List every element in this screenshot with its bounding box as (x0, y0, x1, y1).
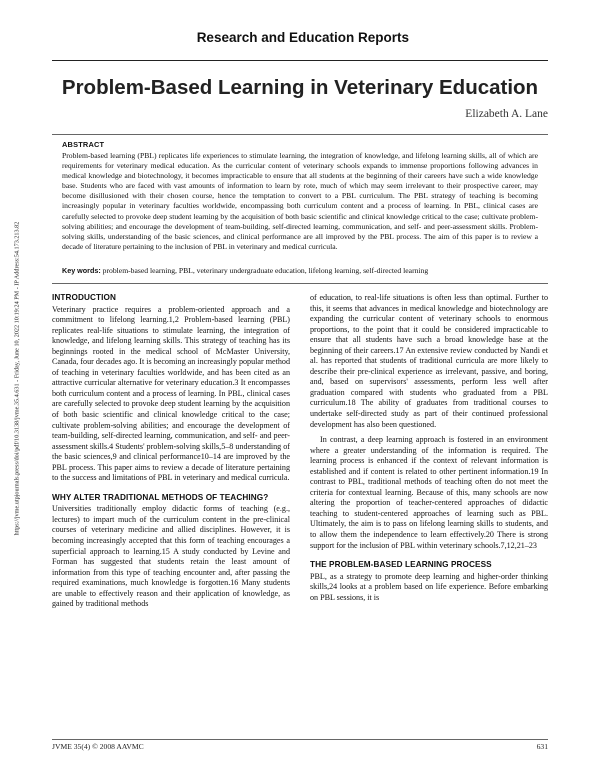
section-label: Research and Education Reports (196, 30, 409, 45)
introduction-paragraph: Veterinary practice requires a problem-oriented approach and a commitment to lifelong learning.1,2 Problem-based learning (PBL) replicates real-life situations to stimulate learning, the integration of knowledge, and lifelong learning skills. This strategy of teaching has its beginnings rooted in the medical school of McMaster University, Canada, four decades ago. It is becoming an increasingly popular method of teaching in veterinary faculties worldwide, and has been cited as an attractive curricular alternative for veterinary education.3 It encompasses both curriculum content and a process of learning. In PBL, clinical cases are carefully selected to provoke deep student learning by the acquisition of both basic scientific and clinical knowledge critical to the case; cultivate problem-solving abilities; and encourage the development of team-building, self-directed learning, communication, and self- and peer-assessment skills.4 Students' problem-solving skills,5–8 understanding of the basic sciences,9 and clinical performance10–14 are improved by the PBL process. This paper aims to review a decade of literature pertaining to the success and limitations of PBL in veterinary and medical curricula. (52, 304, 290, 483)
abstract-top-rule (52, 134, 548, 135)
abstract-bottom-rule (52, 283, 548, 284)
keywords (62, 266, 538, 276)
download-watermark-text: https://jvme.utpjournals.press/doi/pdf/10.3138/jvme.35.4.631 - Friday, June 10, 2022 10:19:24 PM - IP Address:54.173.213.82 (13, 221, 21, 536)
pbl-process-heading: THE PROBLEM-BASED LEARNING PROCESS (310, 560, 492, 570)
abstract-heading: ABSTRACT (62, 140, 105, 149)
pbl-process-paragraph: PBL, as a strategy to promote deep learning and higher-order thinking skills,24 looks at a problem based on life experience. Before embarking on PBL sessions, it is (310, 571, 548, 602)
footer-journal-citation: JVME 35(4) © 2008 AAVMC (52, 742, 144, 751)
why-alter-heading: WHY ALTER TRADITIONAL METHODS OF TEACHING? (52, 492, 269, 502)
keywords-text: problem-based learning, PBL, veterinary undergraduate education, lifelong learning, self-directed learning (102, 266, 429, 275)
why-alter-paragraph: Universities traditionally employ didactic forms of teaching (e.g., lectures) to impart much of the curriculum content in the pre-clinical courses of veterinary medicine and allied disciplines. However, it is becoming increasingly accepted that this form of teaching encourages a superficial approach to learning.15 A study conducted by Levine and Forman has suggested that students retain the least amount of information from this type of teaching encounter and, after passing the required examinations, much knowledge is forgotten.16 Many students are unable to effectively reason and their application of knowledge, as gained by traditional methods (52, 504, 290, 609)
footer-rule (52, 739, 548, 740)
right-paragraph-1: of education, to real-life situations is often less than optimal. Further to this, it seems that advances in medical knowledge and biotechnology are expanding the curricular content of veterinary schools to enormous proportions, to the point that it could be considered impracticable to ensure that all students have such a broad knowledge base at the beginning of their careers.17 An extensive review conducted by Nandi et al. has reported that students of traditional curricula are more likely to describe their pre-clinical experience as irrelevant, passive, and boring, and, based on supervisors' assessments, perform less well after graduation compared with students who graduated from a PBL curriculum.18 The ability of graduates from traditional courses to undertake self-directed study as part of their continued professional development has also been questioned. (310, 293, 548, 429)
right-column (310, 293, 548, 603)
download-watermark (12, 170, 22, 590)
keywords-label: Key words: (62, 266, 101, 275)
header-rule (52, 60, 548, 61)
introduction-heading: INTRODUCTION (52, 293, 116, 302)
author-name: Elizabeth A. Lane (465, 108, 548, 120)
abstract-text: Problem-based learning (PBL) replicates life experiences to stimulate learning, the integration of knowledge, and lifelong learning skills, all of which are requirements for veterinary medical education. As the curricular content of veterinary schools expands to immense proportions following advances in medical knowledge and biotechnology, it becomes impracticable to ensure that all students at the beginning of their careers have such a wide knowledge base. Students who are faced with vast amounts of information to learn by rote, much of which may seem irrelevant to their prospective career, may become disillusioned with their chosen course, hence the temptation to convert to a PBL curriculum. The PBL strategy of teaching is becoming increasingly popular in veterinary faculties worldwide, encompassing both curriculum content and a process of learning. In PBL, clinical cases are carefully selected to provoke deep student learning by the acquisition of both basic scientific and clinical knowledge critical to the case; cultivate problem-solving abilities; and encourage the development of team-building, self-directed learning, communication, and self- and peer-assessment skills. Problem-solving skills, understanding of the basic sciences, and clinical performance are all improved by the PBL process. The aim of this paper is to review a decade of literature pertaining to the inclusion of PBL in veterinary and medical curricula. (62, 151, 538, 251)
article-title: Problem-Based Learning in Veterinary Education (61, 76, 539, 99)
left-column (52, 293, 290, 610)
footer-page-number: 631 (536, 742, 548, 751)
abstract-block (62, 140, 538, 252)
right-paragraph-2: In contrast, a deep learning approach is fostered in an environment where a greater understanding of the information is required. The learning process is enhanced if the context of relevant information is established and if content is related to other pertinent information.19 In contrast to PBL, traditional methods of teaching often do not meet the criteria for contextual learning. Because of this, many schools are now altering the proportion of teacher-centered approaches of didactic teaching to student-centered approaches of learning such as PBL. Ultimately, the aim is to pass on lifelong learning skills to students, and to allow them the independence to learn effectively.20 There is strong support for the inclusion of PBL within veterinary schools.7,12,21–23 (310, 435, 548, 550)
